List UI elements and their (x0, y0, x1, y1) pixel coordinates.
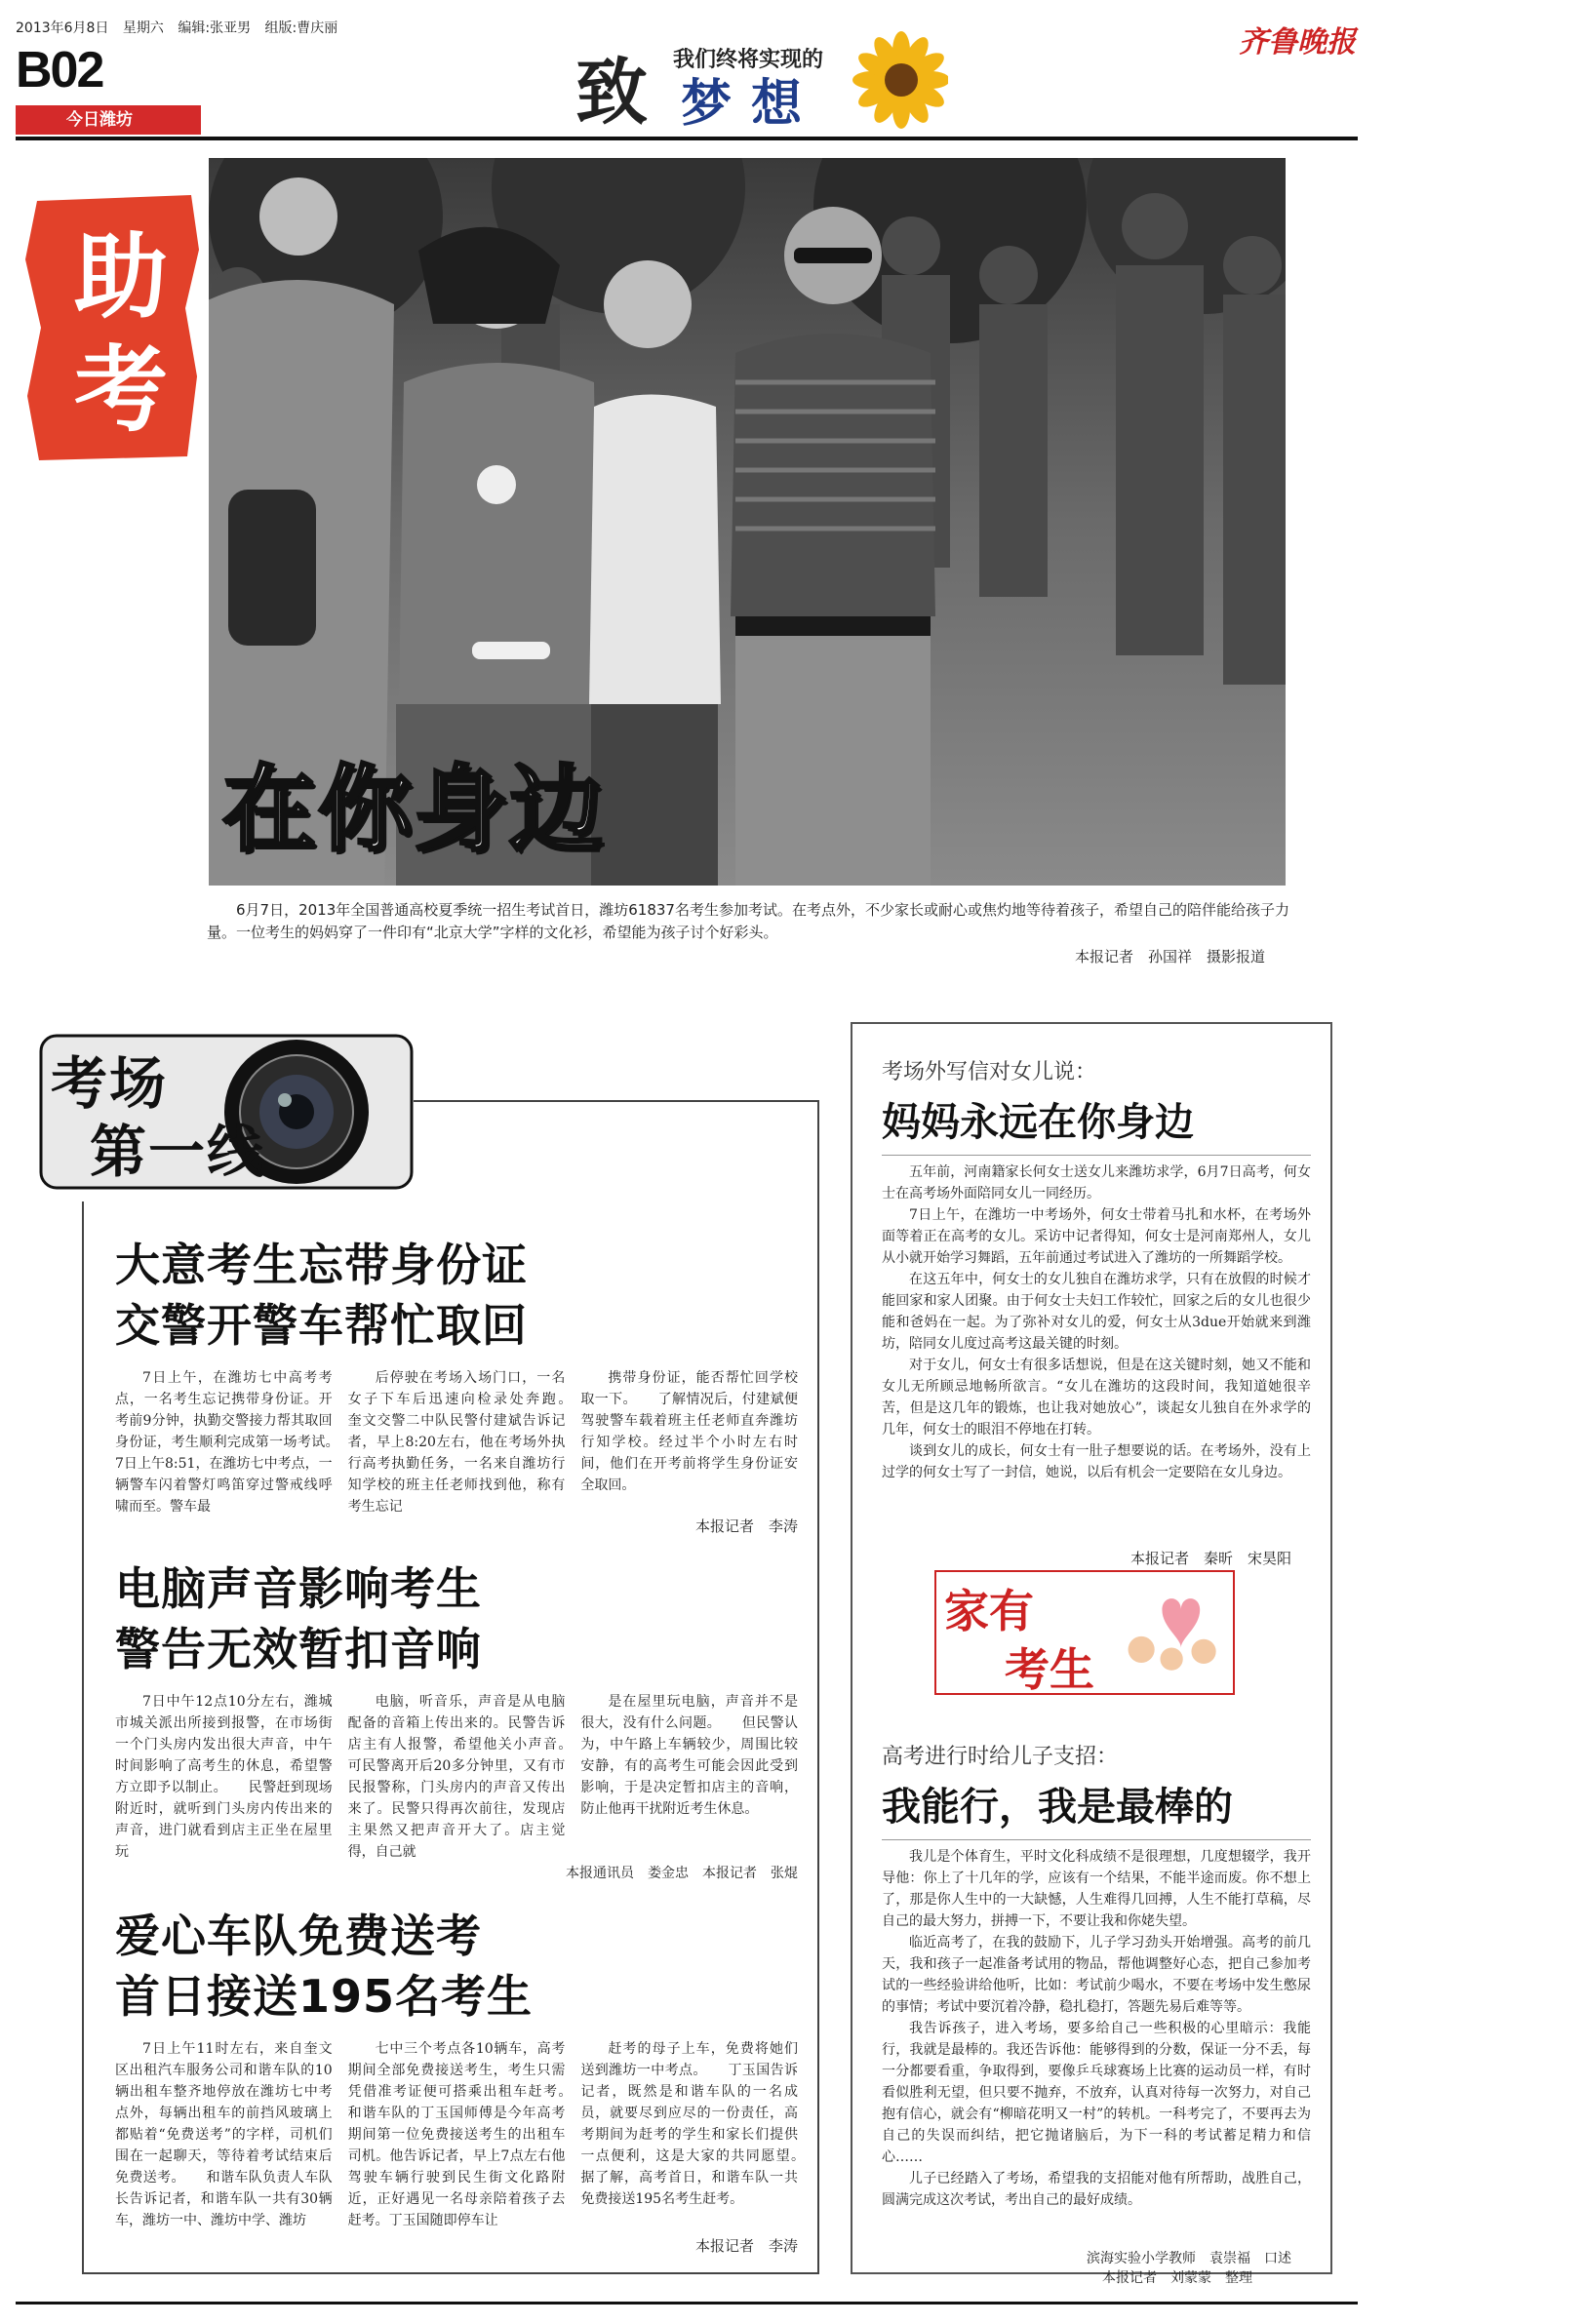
article-byline: 本报记者 李涛 (694, 2237, 798, 2255)
column-frame (414, 1100, 819, 1102)
advice-body (882, 1846, 1311, 2248)
masthead-big-char: 致 (575, 51, 648, 135)
column-badge-line2: 第一线 (90, 1119, 266, 1185)
editor-credit: 编辑:张亚男 (178, 20, 252, 36)
photo-byline: 本报记者 孙国祥 摄影报道 (1075, 948, 1266, 965)
article-body (115, 2038, 798, 2259)
article-2 (115, 1558, 798, 1882)
article-body (115, 1691, 798, 1886)
advice-to-son (882, 1740, 1311, 2287)
letter-byline: 本报记者 秦昕 宋昊阳 (1129, 1550, 1291, 1567)
article-text: 后停驶在考场入场门口，一名女子下车后迅速向检录处奔跑。 奎文交警二中队民警付建斌告诉记者，早上8:20左右，他在考场外执行高考执勤任务，一名来自潍坊行知学校的班主任老师找到他，称有考生忘记 (347, 1370, 566, 1515)
article-headline: 电脑声音影响考生 (115, 1562, 482, 1615)
advice-paragraph: 儿子已经踏入了考场，希望我的支招能对他有所帮助，战胜自己，圆满完成这次考试，考出自己的最好成绩。 (882, 2171, 1311, 2208)
letter-headline: 妈妈永远在你身边 (882, 1100, 1194, 1145)
issue-date: 2013年6月8日 (16, 20, 109, 36)
article-text: 7日上午11时左右，来自奎文区出租汽车服务公司和谐车队的10辆出租车整齐地停放在潍坊七中考点外，每辆出租车的前挡风玻璃上都贴着“免费送考”的字样，司机们围在一起聊天，等待着考试结束后免费送考。 和谐车队负责人车队长告诉记者，和谐车队一共有30辆车，潍坊一中、潍坊中学、潍坊 (115, 2041, 333, 2228)
article-headline: 大意考生忘带身份证 (115, 1239, 528, 1291)
article-text: 是在屋里玩电脑，声音并不是很大，没有什么问题。 但民警认为，中午路上车辆较少，周围比较安静，有的高考生可能会因此受到影响，于是决定暂扣店主的音响，防止他再干扰附近考生休息。 (580, 1694, 799, 1817)
photo-caption: 6月7日，2013年全国普通高校夏季统一招生考试首日，潍坊61837名考生参加考试。在考点外，不少家长或耐心或焦灼地等待着孩子，希望自己的陪伴能给孩子力量。一位考生的妈妈穿了一件印有“北京大学”字样的文化衫，希望能为孩子讨个好彩头。 (207, 901, 1289, 941)
column-frame (82, 1201, 84, 2272)
article-headline: 爱心车队免费送考 (115, 1910, 482, 1962)
article-text: 7日中午12点10分左右，潍城市城关派出所接到报警，在市场街一个门头房内发出很大声音，中午时间影响了高考生的休息，希望警方立即予以制止。 民警赶到现场附近时，就听到门头房内传出来的声音，进门就看到店主正坐在屋里玩 (115, 1694, 333, 1860)
advice-paragraph: 我儿是个体育生，平时文化科成绩不是很理想，几度想辍学，我开导他：你上了十几年的学，应该有一个结果，不能半途而废。你不想上了，那是你人生中的一大缺憾，人生难得几回搏，人生不能打草稿，尽自己的最大努力，拼搏一下，不要让我和你姥失望。 (882, 1849, 1311, 1929)
sunflower-icon (841, 31, 948, 129)
divider (882, 1839, 1311, 1840)
article-text: 7日上午，在潍坊七中高考考点，一名考生忘记携带身份证。开考前9分钟，执勤交警接力帮其取回身份证，考生顺利完成第一场考试。 7日上午8:51，在潍坊七中考点，一辆警车闪着警灯鸣笛穿过警戒线呼啸而至。警车最 (115, 1370, 333, 1515)
letter-paragraph: 谈到女儿的成长，何女士有一肚子想要说的话。在考场外，没有上过学的何女士写了一封信，她说，以后有机会一定要陪在女儿身边。 (882, 1443, 1311, 1480)
family-badge-line2: 考生 (1005, 1643, 1094, 1696)
column-frame (817, 1100, 819, 2272)
masthead-subtitle: 我们终将实现的 (673, 48, 824, 72)
family-badge-line1: 家有 (944, 1585, 1034, 1637)
advice-headline: 我能行，我是最棒的 (882, 1785, 1233, 1830)
issue-weekday: 星期六 (122, 20, 164, 36)
advice-paragraph: 我告诉孩子，进入考场，要多给自己一些积极的心里暗示：我能行，我就是最棒的。我还告诉他：能够得到的分数，保证一分不丢，每一分都要看重，争取得到，要像乒乓球赛场上比赛的运动员一样，有时看似胜利无望，但只要不抛弃，不放弃，认真对待每一次努力，对自己抱有信心，就会有“柳暗花明又一村”的转机。一科考完了，不要再去为自己的失误而纠结，把它抛诸脑后，为下一科的考试蓄足精力和信心…… (882, 2021, 1311, 2165)
article-text: 电脑，听音乐，声音是从电脑配备的音箱上传出来的。民警告诉店主有人报警，希望他关小声音。 可民警离开后20多分钟里，又有市民报警称，门头房内的声音又传出来了。民警只得再次前往，发现店主果然又把声音开大了。店主觉得，自己就 (347, 1694, 566, 1860)
article-headline: 首日接送195名考生 (115, 1970, 534, 2023)
layout-credit: 组版:曹庆丽 (264, 20, 338, 36)
newspaper-logo: 齐鲁晚报 (1239, 25, 1356, 59)
divider (882, 1155, 1311, 1156)
article-3 (115, 1906, 798, 2256)
advice-byline: 本报记者 刘蒙蒙 整理 (1102, 2270, 1252, 2286)
advice-author: 滨海实验小学教师 袁崇福 口述 (1087, 2251, 1291, 2266)
article-byline: 本报记者 李涛 (694, 1517, 798, 1535)
article-headline: 交警开警车帮忙取回 (115, 1299, 528, 1352)
header-meta (16, 18, 347, 37)
article-body (115, 1367, 798, 1539)
masthead-dream: 梦想 (681, 74, 822, 134)
article-headline: 警告无效暂扣音响 (115, 1623, 482, 1675)
advice-paragraph: 临近高考了，在我的鼓励下，儿子学习劲头开始增强。高考的前几天，我和孩子一起准备考试用的物品，帮他调整好心态，把自己参加考试的一些经验讲给他听，比如：考试前少喝水，不要在考场中发生憋尿的事情；考试中要沉着冷静，稳扎稳打，答题先易后难等等。 (882, 1935, 1311, 2015)
article-text: 携带身份证，能否帮忙回学校取一下。 了解情况后，付建斌便驾驶警车载着班主任老师直奔潍坊行知学校。经过半个小时左右时间，他们在开考前将学生身份证安全取回。 (580, 1370, 799, 1493)
article-text: 赶考的母子上车，免费将她们送到潍坊一中考点。 丁玉国告诉记者，既然是和谐车队的一名成员，就要尽到应尽的一份责任，高考期间为赶考的学生和家长们提供一点便利，这是大家的共同愿望。 据了解，高考首日，和谐车队一共免费接送195名考生赶考。 (580, 2041, 799, 2207)
advice-kicker: 高考进行时给儿子支招： (882, 1745, 1119, 1769)
footer-rule (16, 2302, 1358, 2304)
page-number: B02 (16, 42, 103, 98)
article-byline: 本报通讯员 娄金忠 本报记者 张焜 (566, 1866, 798, 1881)
letter-body (882, 1162, 1311, 1542)
article-1 (115, 1235, 798, 1536)
column-frame (82, 2272, 819, 2274)
article-text: 七中三个考点各10辆车，高考期间全部免费接送考生，考生只需凭借准考证便可搭乘出租车赶考。 和谐车队的丁玉国师傅是今年高考期间第一位免费接送考生的出租车司机。他告诉记者，早上7点左右他驾驶车辆行驶到民生街文化路附近，正好遇见一名母亲陪着孩子去赶考。丁玉国随即停车让 (347, 2041, 566, 2228)
letter-to-daughter (882, 1055, 1311, 1568)
letter-paragraph: 在这五年中，何女士的女儿独自在潍坊求学，只有在放假的时候才能回家和家人团聚。由于何女士夫妇工作较忙，回家之后的女儿也很少能和爸妈在一起。为了弥补对女儿的爱，何女士从3due开始就来到潍坊，陪同女儿度过高考这最关键的时刻。 (882, 1272, 1311, 1352)
letter-paragraph: 五年前，河南籍家长何女士送女儿来潍坊求学，6月7日高考，何女士在高考场外面陪同女儿一同经历。 (882, 1164, 1311, 1201)
photo-title: 在你身边 (222, 754, 605, 864)
section-tab: 今日潍坊 (16, 105, 201, 135)
column-badge-line1: 考场 (51, 1050, 169, 1117)
header-rule (16, 137, 1358, 140)
letter-paragraph: 7日上午，在潍坊一中考场外，何女士带着马扎和水杯，在考场外面等着正在高考的女儿。采访中记者得知，何女士是河南郑州人，女儿从小就开始学习舞蹈，五年前通过考试进入了潍坊的一所舞蹈学校。 (882, 1207, 1311, 1266)
letter-kicker: 考场外写信对女儿说： (882, 1060, 1097, 1084)
stamp-text: 助考 (74, 221, 168, 445)
letter-paragraph: 对于女儿，何女士有很多话想说，但是在这关键时刻，她又不能和女儿无所顾忌地畅所欲言。“女儿在潍坊的这段时间，我知道她很辛苦，但是这几年的锻炼，也让我对她放心”，谈起女儿独自在外求学的几年，何女士的眼泪不停地在打转。 (882, 1358, 1311, 1438)
